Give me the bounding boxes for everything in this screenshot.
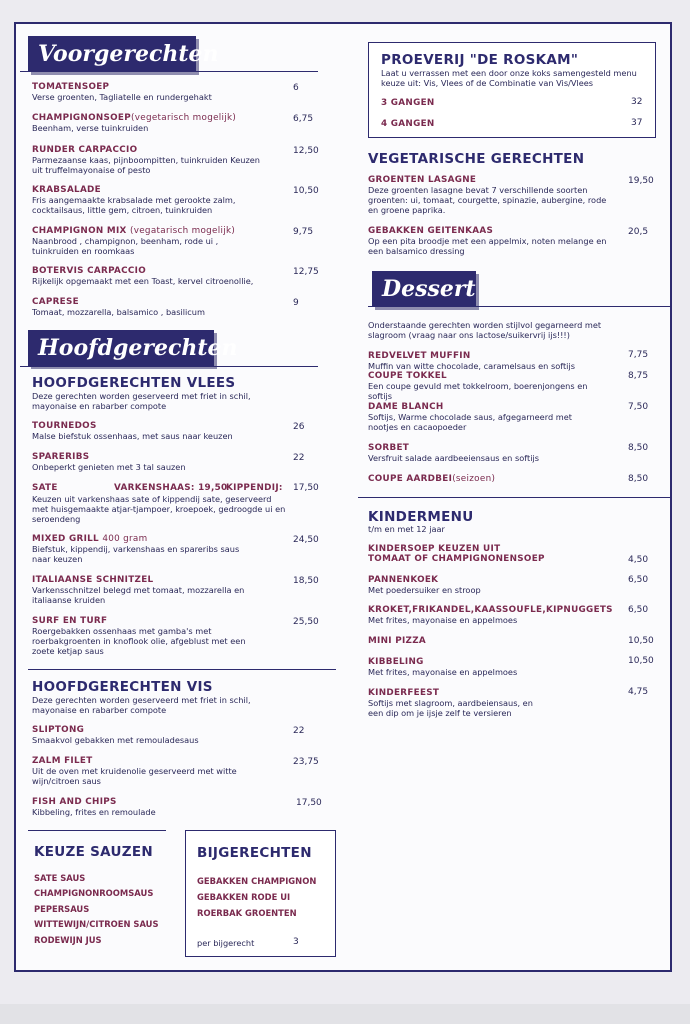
menu-item bbox=[368, 605, 623, 625]
item-price: 10,50 bbox=[628, 636, 654, 646]
item-desc: Beenham, verse tuinkruiden bbox=[32, 123, 149, 133]
item-price: 25,50 bbox=[293, 617, 319, 627]
item-name: TOMATENSOEP bbox=[32, 82, 110, 92]
item-price: 7,50 bbox=[628, 402, 649, 412]
menu-item bbox=[32, 534, 247, 564]
bijgerechten-heading: BIJGERECHTEN bbox=[197, 845, 312, 861]
item-price: 17,50 bbox=[293, 483, 319, 493]
item-note: (vegatarisch mogelijk) bbox=[129, 226, 236, 236]
menu-item bbox=[32, 113, 292, 133]
vis-intro: Deze gerechten worden geserveerd met friet in schil, mayonaise en rabarber compote bbox=[32, 695, 251, 715]
side-item: GEBAKKEN CHAMPIGNON bbox=[197, 876, 317, 886]
item-desc: Kibbeling, frites en remoulade bbox=[32, 807, 156, 817]
sauce-item: CHAMPIGNONROOMSAUS bbox=[34, 888, 154, 898]
item-desc: Softijs, Warme chocolade saus, afgegarneerd met nootjes en cacaopoeder bbox=[368, 412, 572, 432]
item-name: KRABSALADE bbox=[32, 185, 101, 195]
vlees-heading: HOOFDGERECHTEN VLEES bbox=[32, 375, 236, 391]
hoofdgerechten-rule bbox=[20, 366, 318, 367]
side-item: ROERBAK GROENTEN bbox=[197, 908, 297, 918]
menu-item bbox=[32, 797, 282, 817]
item-name: KROKET,FRIKANDEL,KAASSOUFLE,KIPNUGGETS bbox=[368, 605, 613, 615]
item-price: 6,75 bbox=[293, 114, 314, 124]
item-name-line2: TOMAAT OF CHAMPIGNONENSOEP bbox=[368, 554, 545, 564]
item-price: 9,75 bbox=[293, 227, 314, 237]
item-price: 4,75 bbox=[628, 687, 649, 697]
item-price: 6,50 bbox=[628, 605, 649, 615]
item-name: KINDERFEEST bbox=[368, 688, 440, 698]
dessert-rule bbox=[368, 306, 670, 307]
item-name: COUPE TOKKEL bbox=[368, 371, 447, 381]
voorgerechten-rule bbox=[20, 71, 318, 72]
vis-heading: HOOFDGERECHTEN VIS bbox=[32, 679, 213, 695]
menu-item bbox=[368, 226, 613, 256]
item-desc: Biefstuk, kippendij, varkenshaas en spareribs saus naar keuzen bbox=[32, 544, 240, 564]
menu-item bbox=[32, 266, 282, 286]
hoofdgerechten-banner: Hoofdgerechten bbox=[28, 330, 214, 366]
side-footer-label: per bijgerecht bbox=[197, 938, 255, 948]
item-name: MIXED GRILL bbox=[32, 534, 99, 544]
sauce-item: WITTEWIJN/CITROEN SAUS bbox=[34, 919, 159, 929]
item-name: RUNDER CARPACCIO bbox=[32, 145, 138, 155]
item-desc: Met frites, mayonaise en appelmoes bbox=[368, 667, 518, 677]
item-desc: Uit de oven met kruidenolie geserveerd met witte wijn/citroen saus bbox=[32, 766, 237, 786]
item-desc: Muffin van witte chocolade, caramelsaus en softijs bbox=[368, 361, 575, 371]
menu-item bbox=[368, 371, 598, 401]
item-price: 8,50 bbox=[628, 474, 649, 484]
item-name: GROENTEN LASAGNE bbox=[368, 175, 477, 185]
menu-item bbox=[368, 175, 608, 215]
item-price: 9 bbox=[293, 298, 299, 308]
item-price: 6,50 bbox=[628, 575, 649, 585]
menu-item bbox=[368, 688, 548, 718]
item-note: (vegetarisch mogelijk) bbox=[131, 113, 237, 123]
item-name: DAME BLANCH bbox=[368, 402, 444, 412]
voorgerechten-banner: Voorgerechten bbox=[28, 36, 196, 72]
item-name: COUPE AARDBEI bbox=[368, 474, 453, 484]
item-price: 20,5 bbox=[628, 227, 649, 237]
item-desc: Fris aangemaakte krabsalade met gerookte zalm, cocktailsaus, little gem, citroen, tuinkruiden bbox=[32, 195, 236, 215]
dessert-intro: Onderstaande gerechten worden stijlvol gegarneerd met slagroom (vraag naar ons lactose/suikervrij ijs!!!) bbox=[368, 320, 602, 340]
item-price: 23,75 bbox=[293, 757, 319, 767]
vegetarisch-heading: VEGETARISCHE GERECHTEN bbox=[368, 151, 585, 167]
item-price: 4,50 bbox=[628, 555, 649, 565]
item-name: SURF EN TURF bbox=[32, 616, 108, 626]
proeverij-option-price: 37 bbox=[631, 118, 643, 128]
item-price: 10,50 bbox=[293, 186, 319, 196]
menu-item bbox=[32, 82, 292, 102]
item-note: 400 gram bbox=[102, 534, 148, 544]
menu-item bbox=[32, 483, 287, 524]
item-name: TOURNEDOS bbox=[32, 421, 97, 431]
menu-item bbox=[32, 226, 247, 256]
sauzen-rule bbox=[28, 830, 166, 831]
item-price: 6 bbox=[293, 83, 299, 93]
side-item: GEBAKKEN RODE UI bbox=[197, 892, 291, 902]
menu-item bbox=[368, 636, 618, 646]
menu-item bbox=[368, 443, 608, 463]
item-price: 12,50 bbox=[293, 146, 319, 156]
sate-kippendij: KIPPENDIJ: bbox=[226, 483, 283, 493]
menu-item bbox=[32, 756, 237, 786]
menu-item bbox=[368, 657, 618, 677]
sauce-item: PEPERSAUS bbox=[34, 904, 90, 914]
item-name: MINI PIZZA bbox=[368, 636, 427, 646]
side-footer-price: 3 bbox=[293, 937, 299, 947]
item-desc: Malse biefstuk ossenhaas, met saus naar keuzen bbox=[32, 431, 233, 441]
item-desc: Softijs met slagroom, aardbeiensaus, en een dip om je ijsje zelf te versieren bbox=[368, 698, 533, 718]
menu-item bbox=[368, 351, 613, 371]
sate-varkenshaas: VARKENSHAAS: 19,50 bbox=[114, 483, 228, 493]
item-desc: Parmezaanse kaas, pijnboompitten, tuinkruiden Keuzen uit truffelmayonaise of pesto bbox=[32, 155, 260, 175]
vlees-intro: Deze gerechten worden geserveerd met friet in schil, mayonaise en rabarber compote bbox=[32, 391, 251, 411]
item-name: KINDERSOEP KEUZEN UIT bbox=[368, 544, 501, 554]
menu-item bbox=[32, 421, 282, 441]
item-desc: Met frites, mayonaise en appelmoes bbox=[368, 615, 518, 625]
item-desc: Een coupe gevuld met tokkelroom, boerenjongens en softijs bbox=[368, 381, 588, 401]
menu-item bbox=[368, 402, 598, 432]
item-name: PANNENKOEK bbox=[368, 575, 439, 585]
menu-item bbox=[32, 725, 282, 745]
menu-item bbox=[368, 474, 608, 484]
item-name: SLIPTONG bbox=[32, 725, 85, 735]
item-desc: Rijkelijk opgemaakt met een Toast, kervel citroenollie, bbox=[32, 276, 254, 286]
item-desc: Roergebakken ossenhaas met gamba's met roerbakgroenten in knoflook olie, afgeblust met een zoete ketjap saus bbox=[32, 626, 246, 656]
sauce-item: RODEWIJN JUS bbox=[34, 935, 102, 945]
bottom-strip bbox=[0, 1004, 690, 1024]
menu-item bbox=[32, 616, 254, 656]
kindermenu-rule bbox=[358, 497, 670, 498]
item-desc: Op een pita broodje met een appelmix, noten melange en een balsamico dressing bbox=[368, 236, 607, 256]
item-name: REDVELVET MUFFIN bbox=[368, 351, 471, 361]
item-price: 22 bbox=[293, 726, 305, 736]
item-price: 7,75 bbox=[628, 350, 649, 360]
item-price: 10,50 bbox=[628, 656, 654, 666]
menu-item bbox=[32, 185, 260, 215]
dessert-banner: Dessert bbox=[372, 271, 476, 307]
proeverij-option-name: 4 GANGEN bbox=[381, 119, 435, 129]
menu-item bbox=[32, 575, 247, 605]
item-name: CHAMPIGNONSOEP bbox=[32, 113, 131, 123]
item-name: SORBET bbox=[368, 443, 410, 453]
item-name: ITALIAANSE SCHNITZEL bbox=[32, 575, 154, 585]
menu-item bbox=[368, 544, 618, 564]
item-name: KIBBELING bbox=[368, 657, 424, 667]
kindermenu-subtitle: t/m en met 12 jaar bbox=[368, 524, 445, 534]
item-name: SATE bbox=[32, 483, 58, 493]
item-name: GEBAKKEN GEITENKAAS bbox=[368, 226, 494, 236]
item-desc: Smaakvol gebakken met remouladesaus bbox=[32, 735, 199, 745]
item-desc: Onbeperkt genieten met 3 tal sauzen bbox=[32, 462, 186, 472]
item-name: CHAMPIGNON MIX bbox=[32, 226, 127, 236]
item-price: 12,75 bbox=[293, 267, 319, 277]
proeverij-desc: Laat u verrassen met een door onze koks samengesteld menu keuze uit: Vis, Vlees of de Combinatie van Vis/Vlees bbox=[381, 68, 637, 88]
item-name: CAPRESE bbox=[32, 297, 79, 307]
item-price: 19,50 bbox=[628, 176, 654, 186]
menu-item bbox=[368, 575, 618, 595]
menu-item bbox=[32, 297, 282, 317]
sauzen-heading: KEUZE SAUZEN bbox=[34, 844, 153, 860]
item-price: 17,50 bbox=[296, 798, 322, 808]
item-name: FISH AND CHIPS bbox=[32, 797, 117, 807]
item-price: 18,50 bbox=[293, 576, 319, 586]
item-desc: Varkensschnitzel belegd met tomaat, mozzarella en italiaanse kruiden bbox=[32, 585, 245, 605]
item-desc: Deze groenten lasagne bevat 7 verschillende soorten groenten: ui, tomaat, courgette, spinazie, aubergine, rode en groene paprika. bbox=[368, 185, 607, 215]
item-name: BOTERVIS CARPACCIO bbox=[32, 266, 146, 276]
item-desc: Verse groenten, Tagliatelle en rundergehakt bbox=[32, 92, 212, 102]
item-desc: Keuzen uit varkenshaas sate of kippendij sate, geserveerd met huisgemaakte atjar-tjampoer, kroepoek, gedroogde ui en seroendeng bbox=[32, 494, 286, 524]
item-desc: Tomaat, mozzarella, balsamico , basilicum bbox=[32, 307, 205, 317]
item-note: (seizoen) bbox=[452, 474, 496, 484]
item-name: SPARERIBS bbox=[32, 452, 90, 462]
item-price: 26 bbox=[293, 422, 305, 432]
menu-item bbox=[32, 452, 282, 472]
item-price: 8,50 bbox=[628, 443, 649, 453]
item-desc: Met poedersuiker en stroop bbox=[368, 585, 481, 595]
proeverij-option-name: 3 GANGEN bbox=[381, 98, 435, 108]
sauce-item: SATE SAUS bbox=[34, 873, 86, 883]
proeverij-heading: PROEVERIJ "DE ROSKAM" bbox=[381, 52, 579, 68]
item-price: 24,50 bbox=[293, 535, 319, 545]
proeverij-option-price: 32 bbox=[631, 97, 643, 107]
item-name: ZALM FILET bbox=[32, 756, 93, 766]
vis-rule bbox=[28, 669, 336, 670]
item-price: 22 bbox=[293, 453, 305, 463]
item-price: 8,75 bbox=[628, 371, 649, 381]
item-desc: Naanbrood , champignon, beenham, rode ui , tuinkruiden en roomkaas bbox=[32, 236, 219, 256]
menu-item bbox=[32, 145, 262, 175]
kindermenu-heading: KINDERMENU bbox=[368, 509, 474, 525]
item-desc: Versfruit salade aardbeeiensaus en softijs bbox=[368, 453, 540, 463]
